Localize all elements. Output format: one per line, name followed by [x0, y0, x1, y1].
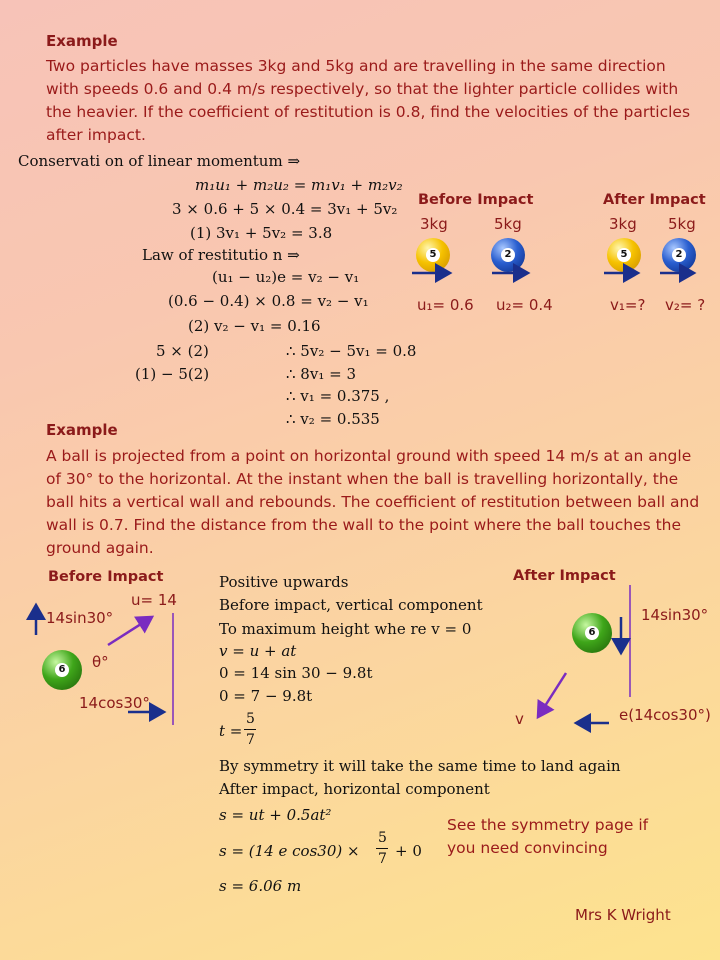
- working-line: m₁u₁ + m₂u₂ = m₁v₁ + m₂v₂: [195, 176, 403, 194]
- before-impact-vectors: [20, 595, 190, 730]
- mass-label: 3kg: [609, 215, 637, 233]
- fraction-bar: [244, 729, 256, 730]
- working-line: (1) 3v₁ + 5v₂ = 3.8: [190, 224, 333, 242]
- u2-label: u₂= 0.4: [496, 296, 553, 314]
- author-credit: Mrs K Wright: [575, 906, 671, 924]
- working-line: + 0: [395, 842, 422, 860]
- mass-label: 5kg: [668, 215, 696, 233]
- fraction-numerator: 5: [378, 830, 387, 846]
- example1-problem: Two particles have masses 3kg and 5kg and are travelling in the same direction with speeds 0.6 and 0.4 m/s respectively, so that the lighter particle collides with the heavier. If the coefficient of restitution is 0.8, find the velocities of the particles after impact.: [46, 57, 691, 144]
- green-ball-icon: 6: [42, 650, 82, 690]
- working-line: 3 × 0.6 + 5 × 0.4 = 3v₁ + 5v₂: [172, 200, 398, 218]
- working-line: (0.6 − 0.4) × 0.8 = v₂ − v₁: [168, 292, 369, 310]
- working-line: To maximum height whe re v = 0: [219, 620, 472, 638]
- after-impact-title: After Impact: [603, 192, 706, 208]
- v2-label: v₂= ?: [665, 296, 706, 314]
- example2-problem: A ball is projected from a point on horizontal ground with speed 14 m/s at an angle of 30° to the horizontal. At the instant when the ball is travelling horizontally, the ball hits a vertical wall and rebounds. The coefficient of restitution between ball and wall is 0.7. Find the distance from the wall to the point where the ball touches the ground again.: [46, 447, 700, 557]
- after-impact-vectors: [520, 585, 640, 735]
- working-line: (1) − 5(2): [135, 365, 210, 383]
- working-line: Conservati on of linear momentum ⇒: [18, 152, 301, 170]
- working-line: 0 = 7 − 9.8t: [219, 687, 313, 705]
- before-impact-title: Before Impact: [418, 192, 534, 208]
- velocity-arrow: [108, 617, 152, 645]
- fraction-bar: [376, 848, 388, 849]
- working-line: By symmetry it will take the same time to land again: [219, 757, 621, 775]
- vertical-component-label: 14sin30°: [46, 609, 114, 627]
- example2-heading: Example: [46, 421, 118, 439]
- yellow-ball-icon: 5: [416, 238, 450, 272]
- working-line: (u₁ − u₂)e = v₂ − v₁: [212, 268, 360, 286]
- working-line: s = ut + 0.5at²: [219, 806, 332, 824]
- blue-ball-icon: 2: [662, 238, 696, 272]
- working-line: ∴ 5v₂ − 5v₁ = 0.8: [286, 342, 417, 360]
- before-impact-title: Before Impact: [48, 569, 164, 585]
- working-line: v = u + at: [219, 642, 297, 660]
- example1-heading: Example: [46, 32, 118, 50]
- v1-label: v₁=?: [610, 296, 646, 314]
- working-line: Positive upwards: [219, 573, 349, 591]
- before-velocity-arrows: [408, 262, 558, 286]
- working-line: 5 × (2): [156, 342, 209, 360]
- horizontal-component-label: 14cos30°: [79, 694, 150, 712]
- working-line: ∴ v₁ = 0.375 ,: [286, 387, 390, 405]
- working-line: ∴ v₂ = 0.535: [286, 410, 380, 428]
- after-velocity-arrows: [600, 262, 710, 286]
- working-line: t =: [219, 722, 243, 740]
- fraction-numerator: 5: [246, 711, 255, 727]
- working-line: After impact, horizontal component: [219, 780, 490, 798]
- mass-label: 3kg: [420, 215, 448, 233]
- working-line: Law of restitutio n ⇒: [142, 246, 300, 264]
- after-impact-title: After Impact: [513, 568, 616, 584]
- working-line: Before impact, vertical component: [219, 596, 483, 614]
- working-line: ∴ 8v₁ = 3: [286, 365, 356, 383]
- initial-speed-label: u= 14: [131, 591, 177, 609]
- symmetry-note: See the symmetry page if you need convincing: [447, 816, 649, 857]
- fraction-denominator: 7: [378, 851, 387, 867]
- angle-label: θ°: [92, 653, 109, 671]
- mass-label: 5kg: [494, 215, 522, 233]
- rebound-horizontal-label: e(14cos30°): [619, 706, 711, 724]
- rebound-velocity-label: v: [515, 710, 524, 728]
- green-ball-icon: 6: [572, 613, 612, 653]
- u1-label: u₁= 0.6: [417, 296, 474, 314]
- yellow-ball-icon: 5: [607, 238, 641, 272]
- working-line: (2) v₂ − v₁ = 0.16: [188, 317, 321, 335]
- working-line: s = 6.06 m: [219, 877, 302, 895]
- velocity-arrow: [538, 673, 566, 717]
- working-line: s = (14 e cos30) ×: [219, 842, 360, 860]
- working-line: 0 = 14 sin 30 − 9.8t: [219, 664, 373, 682]
- vertical-component-label: 14sin30°: [641, 606, 709, 624]
- blue-ball-icon: 2: [491, 238, 525, 272]
- fraction-denominator: 7: [246, 732, 255, 748]
